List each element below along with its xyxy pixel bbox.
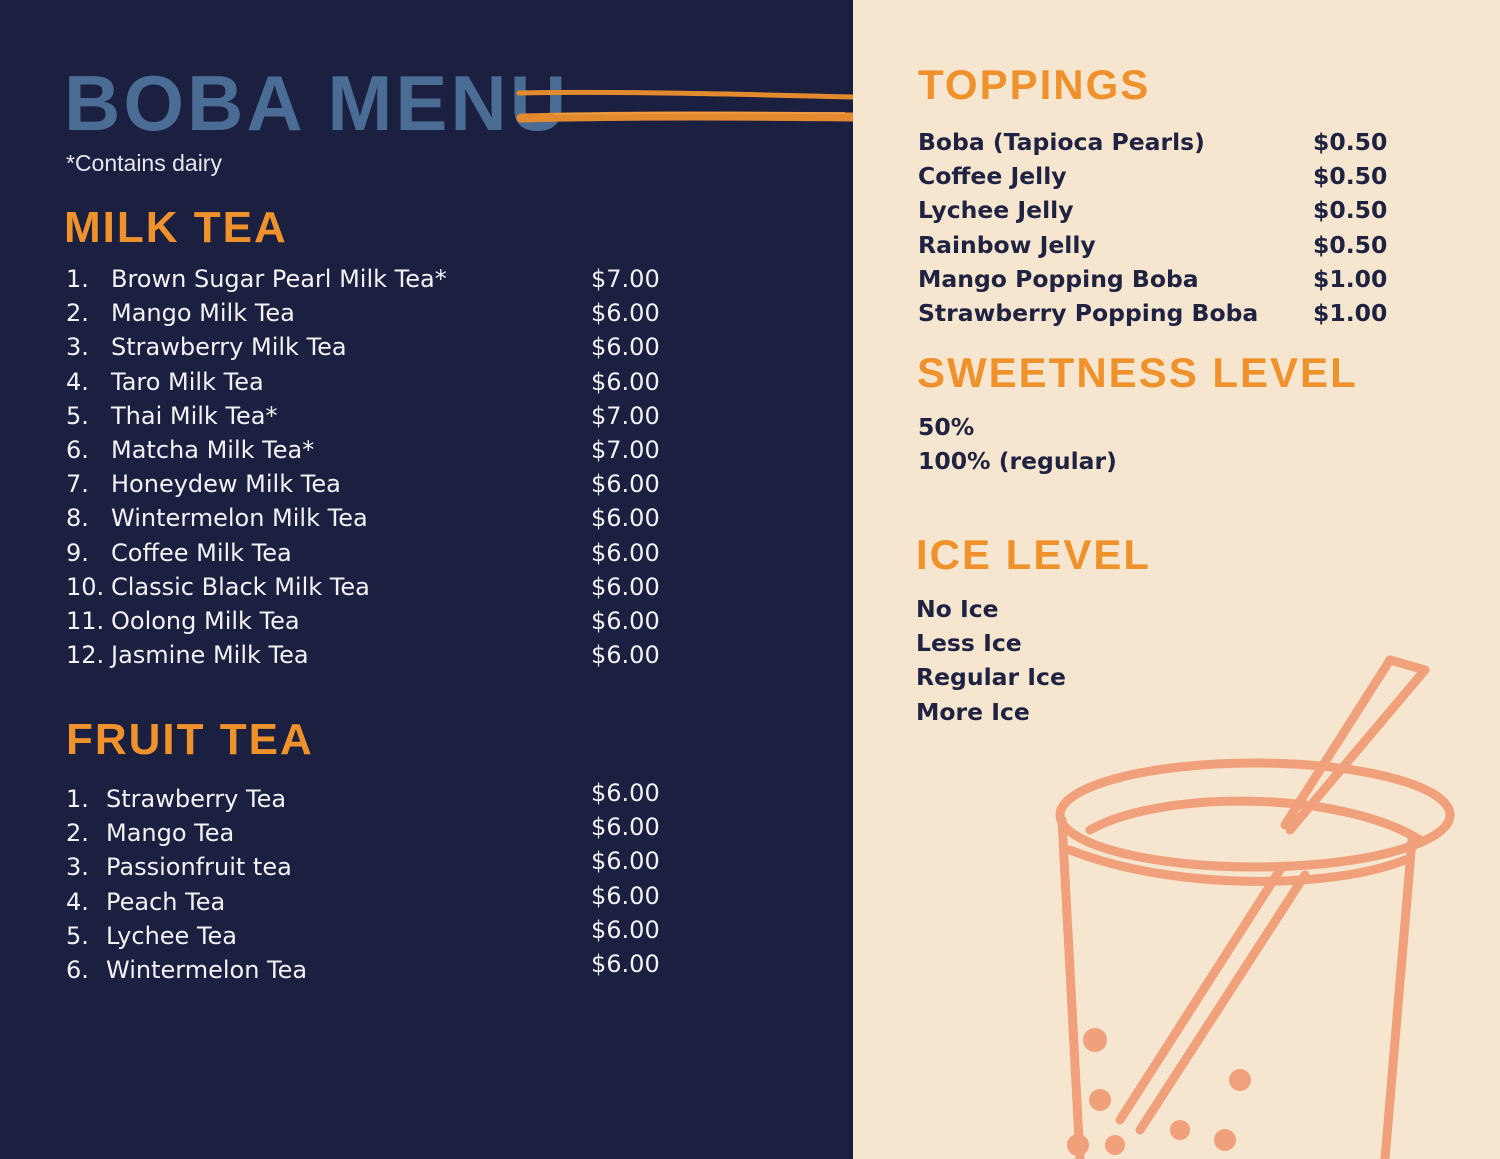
list-item [66,604,686,638]
item-name: Oolong Milk Tea [111,606,300,635]
topping-item [918,296,1418,330]
item-number: 3. [66,853,89,882]
list-item [66,433,686,467]
item-price: $7.00 [591,401,660,430]
item-name: Mango Milk Tea [111,299,295,328]
boba-cup-illustration [1040,640,1460,1159]
item-number: 1. [66,785,89,813]
item-price: $6.00 [591,779,660,807]
toppings-list [918,125,1418,330]
topping-price: $1.00 [1313,298,1388,327]
topping-name: Mango Popping Boba [918,264,1199,293]
list-item [66,638,686,672]
item-price: $6.00 [591,333,660,362]
topping-name: Boba (Tapioca Pearls) [918,128,1205,156]
item-price: $6.00 [591,813,660,842]
item-number: 5. [66,401,89,430]
item-number: 5. [66,921,89,950]
menu-title: BOBA MENU [64,59,570,147]
list-item [66,570,686,604]
item-name: Strawberry Tea [106,785,287,813]
item-number: 6. [66,435,89,464]
item-price: $6.00 [591,470,660,499]
item-number: 6. [66,955,89,984]
list-item [66,330,686,364]
dairy-note: *Contains dairy [66,150,222,176]
topping-item [918,262,1418,296]
item-price: $6.00 [591,367,660,396]
list-item [66,536,686,570]
ice-option: Regular Ice [916,663,1066,692]
list-item [66,501,686,535]
sweetness-option: 50% [918,413,975,441]
item-price: $6.00 [591,606,660,635]
item-name: Thai Milk Tea* [111,401,278,430]
item-price: $6.00 [591,299,660,328]
item-name: Strawberry Milk Tea [111,333,347,362]
item-price: $6.00 [591,538,660,567]
topping-price: $0.50 [1313,128,1388,156]
topping-name: Coffee Jelly [918,162,1067,191]
item-price: $6.00 [591,881,660,910]
topping-item [918,125,1418,159]
item-number: 7. [66,470,89,499]
list-item [66,262,686,296]
list-item [66,296,686,330]
item-price: $7.00 [591,435,660,464]
item-name: Wintermelon Tea [106,955,308,984]
ice-option: Less Ice [916,629,1022,658]
item-name: Honeydew Milk Tea [111,470,341,499]
item-number: 9. [66,538,89,567]
item-price: $6.00 [591,572,660,601]
milk-tea-list [66,262,686,672]
sweetness-option: 100% (regular) [918,447,1117,476]
list-item [66,365,686,399]
ice-option: No Ice [916,595,999,623]
ice-heading: ICE LEVEL [916,531,1152,578]
item-name: Peach Tea [106,887,226,916]
toppings-heading: TOPPINGS [918,61,1151,108]
topping-name: Lychee Jelly [918,196,1074,225]
topping-price: $0.50 [1313,230,1388,259]
list-item [66,467,686,501]
item-name: Matcha Milk Tea* [111,435,315,464]
sweetness-heading: SWEETNESS LEVEL [917,349,1358,396]
milk-tea-heading: MILK TEA [64,203,288,252]
ice-option: More Ice [916,697,1030,726]
item-name: Classic Black Milk Tea [111,572,370,601]
item-name: Passionfruit tea [106,853,292,882]
item-name: Brown Sugar Pearl Milk Tea* [111,265,447,293]
item-name: Lychee Tea [106,921,237,950]
item-number: 2. [66,819,89,848]
sweetness-options [918,410,1318,478]
item-number: 4. [66,367,89,396]
item-number: 8. [66,504,89,533]
item-number: 3. [66,333,89,362]
item-price: $6.00 [591,949,660,978]
topping-item [918,159,1418,193]
topping-price: $1.00 [1313,264,1388,293]
item-name: Taro Milk Tea [111,367,264,396]
item-name: Wintermelon Milk Tea [111,504,368,533]
list-item [66,399,686,433]
topping-price: $0.50 [1313,162,1388,191]
brush-strokes-decoration [515,85,855,129]
topping-item [918,193,1418,227]
item-number: 11. [66,606,105,635]
list-item [66,949,686,987]
item-number: 1. [66,265,89,293]
item-number: 2. [66,299,89,328]
item-price: $6.00 [591,641,660,670]
topping-name: Rainbow Jelly [918,230,1096,259]
item-price: $7.00 [591,265,660,293]
item-price: $6.00 [591,915,660,944]
fruit-tea-heading: FRUIT TEA [66,715,314,764]
item-number: 12. [66,641,105,670]
item-price: $6.00 [591,847,660,876]
fruit-tea-list [66,779,686,987]
topping-item [918,228,1418,262]
item-name: Coffee Milk Tea [111,538,292,567]
topping-name: Strawberry Popping Boba [918,298,1259,327]
item-price: $6.00 [591,504,660,533]
item-number: 10. [66,572,105,601]
topping-price: $0.50 [1313,196,1388,225]
item-name: Mango Tea [106,819,235,848]
item-number: 4. [66,887,89,916]
item-name: Jasmine Milk Tea [111,641,309,670]
